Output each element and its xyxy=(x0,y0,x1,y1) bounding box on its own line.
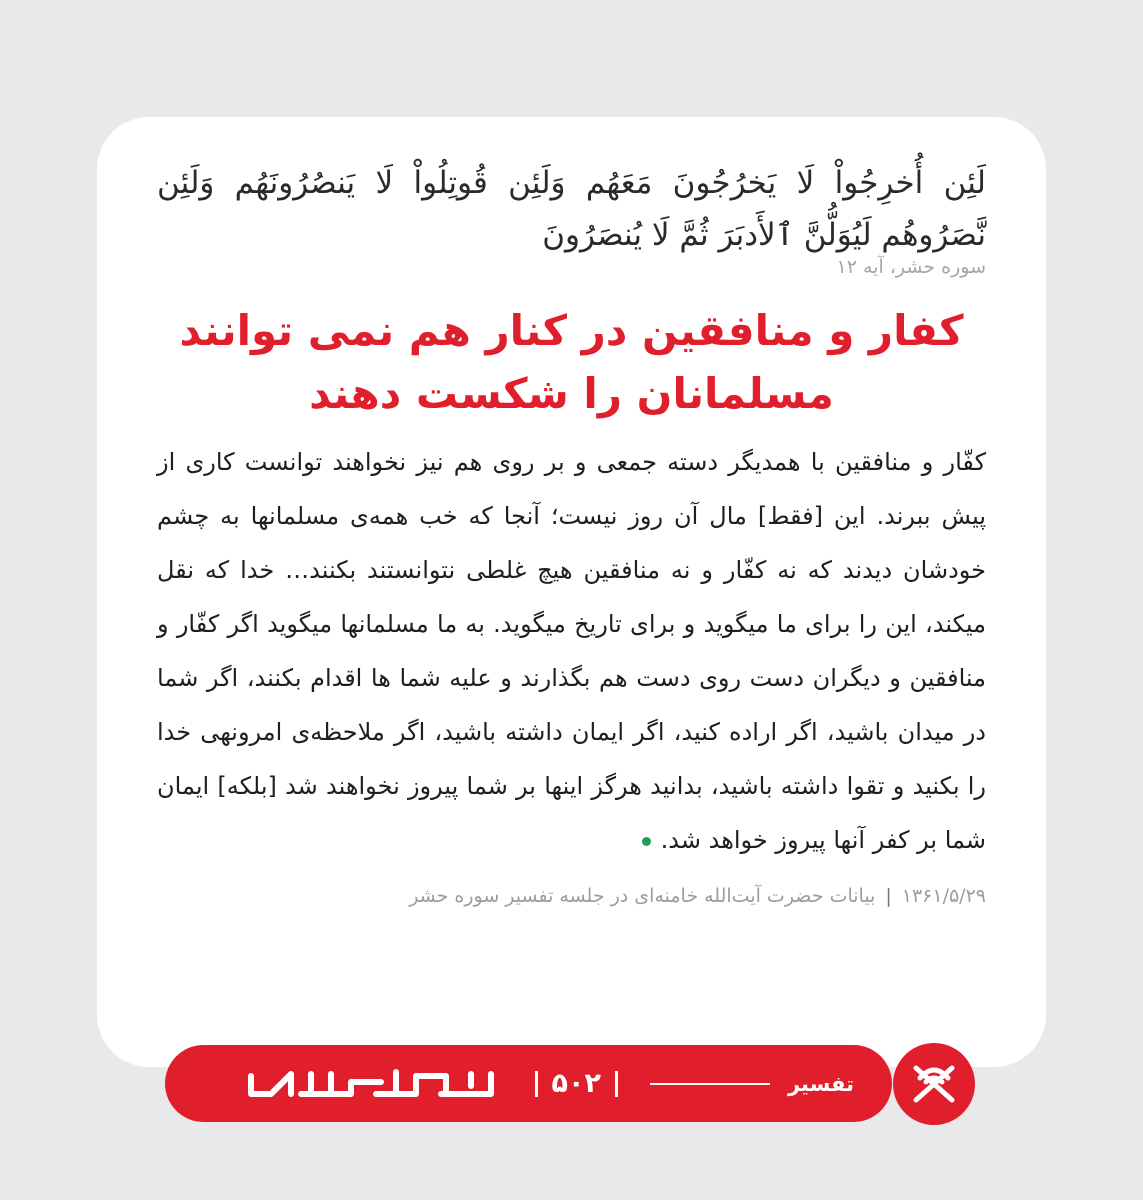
body-text: کفّار و منافقین با همدیگر دسته‌ جمعی و بر روی هم نیز نخواهند توانست کاری از پیش ببرند. این [فقط] مال آن روز نیست؛ آنجا که خب همه‌ی مسلمانها به چشم خودشان دیدند که نه کفّار و نه منافقین هیچ غلطی نتوانستند بکنند… خدا که نقل میکند، این را برای ما میگوید و برای تاریخ میگوید. به ما مسلمانها میگوید اگر کفّار و منافقین و دیگران دست روی دست هم بگذارند و علیه شما ها اقدام بکنند، اگر شما در میدان باشید، اگر اراده کنید، اگر ایمان داشته باشید، اگر ملاحظه‌ی امرونهی خدا را بکنید و تقوا داشته باشید، بدانید هرگز اینها بر شما پیروز نخواهند شد [بلکه] ایمان شما بر کفر آنها پیروز خواهد شد. xyxy=(157,448,986,854)
quran-verse: لَئِن أُخرِجُواْ لَا یَخرُجُونَ مَعَهُم وَلَئِن قُوتِلُواْ لَا یَنصُرُونَهُم وَلَئِن نَّصَرُوهُم لَیُوَلُّنَّ ٱلأَدبَرَ ثُمَّ لَا یُنصَرُونَ xyxy=(157,165,986,253)
brand-wordmark-icon xyxy=(241,1064,501,1104)
footer-bar xyxy=(165,1045,892,1122)
headline xyxy=(157,299,986,425)
source-text: بیانات حضرت آیت‌الله خامنه‌ای در جلسه تفسیر سوره حشر xyxy=(409,885,876,907)
headline-line-1: کفار و منافقین در کنار هم نمی توانند xyxy=(179,306,964,355)
content-card xyxy=(97,117,1046,1067)
source-date: ۱۳۶۱/۵/۲۹ xyxy=(901,885,986,907)
green-dot-icon xyxy=(642,837,651,846)
footer-number: ۵۰۲ xyxy=(551,1068,601,1099)
source-line xyxy=(157,881,986,911)
headline-line-2: مسلمانان را شکست دهند xyxy=(309,369,834,418)
khat-hezbollah-logo-icon xyxy=(893,1043,975,1125)
brand-wordmark xyxy=(241,1064,501,1104)
body-paragraph xyxy=(157,435,986,867)
footer-pipe-divider-2 xyxy=(535,1071,538,1097)
source-separator: | xyxy=(885,885,892,907)
footer-divider-line xyxy=(650,1083,770,1085)
verse-reference: سوره حشر، آیه ۱۲ xyxy=(836,256,986,278)
content-area xyxy=(157,157,986,911)
footer-category: تفسیر xyxy=(787,1071,854,1096)
footer-pipe-divider xyxy=(615,1071,618,1097)
